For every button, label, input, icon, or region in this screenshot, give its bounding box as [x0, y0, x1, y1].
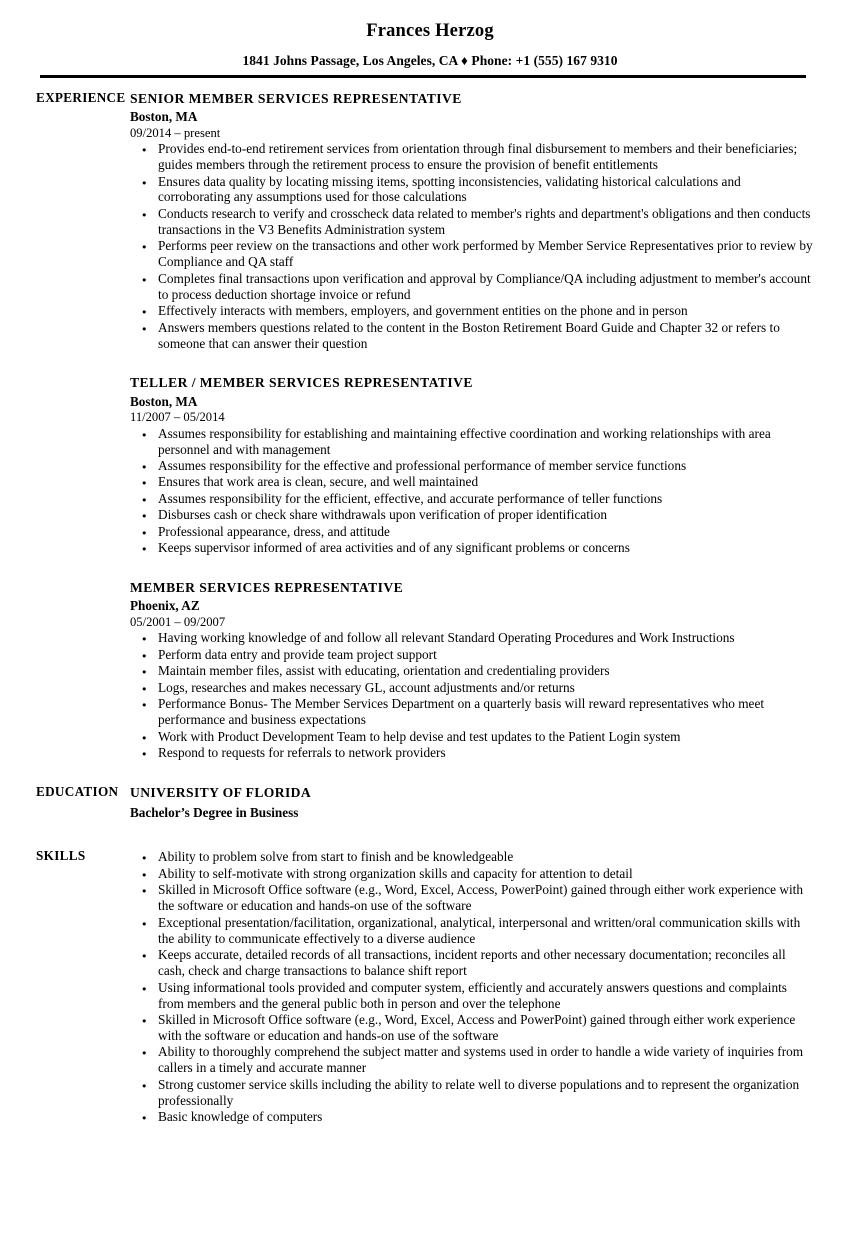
section-label-skills: SKILLS	[36, 847, 86, 863]
job-title: SENIOR MEMBER SERVICES REPRESENTATIVE	[130, 91, 462, 106]
skill-bullet: ● Exceptional presentation/facilitation, organizational, analytical, interpersonal and written/oral communication skills with the ability to communicate effectively to a diverse audience	[130, 915, 815, 947]
skill-bullet: ● Basic knowledge of computers	[130, 1109, 815, 1125]
job-location: Phoenix, AZ	[130, 598, 200, 614]
job-bullet: ● Effectively interacts with members, employers, and government entities on the phone and in person	[130, 303, 815, 319]
skill-bullet: ● Ability to thoroughly comprehend the subject matter and systems used in order to handle a wide variety of inquiries from callers in a timely and accurate manner	[130, 1044, 815, 1076]
education-section	[0, 785, 860, 821]
skills-section	[0, 849, 860, 1125]
job-bullet: ● Disburses cash or check share withdrawals upon verification of proper identification	[130, 507, 815, 523]
job-bullet: ● Logs, researches and makes necessary GL, account adjustments and/or returns	[130, 680, 815, 696]
job-dates: 05/2001 – 09/2007	[130, 615, 226, 630]
job-entry	[130, 580, 815, 761]
job-bullet: ● Provides end-to-end retirement services from orientation through final disbursement to members and their beneficiaries; guides members through the retirement process to ensure the provision of benefit entitlements	[130, 141, 815, 173]
job-bullet-list	[130, 141, 815, 351]
job-bullet: ● Conducts research to verify and crosscheck data related to member's rights and department's obligations and then conducts transactions in the V3 Benefits Administration system	[130, 206, 815, 238]
job-bullet: ● Ensures that work area is clean, secure, and well maintained	[130, 474, 815, 490]
skill-bullet: ● Skilled in Microsoft Office software (e.g., Word, Excel, Access and PowerPoint) gained through either work experience with the software or education and hands-on use of the software	[130, 1012, 815, 1044]
job-bullet: ● Keeps supervisor informed of area activities and of any significant problems or concerns	[130, 540, 815, 556]
skill-bullet: ● Ability to problem solve from start to finish and be knowledgeable	[130, 849, 815, 865]
skills-bullet-list	[130, 849, 815, 1125]
skills-body	[130, 849, 860, 1125]
job-bullet: ● Perform data entry and provide team project support	[130, 647, 815, 663]
job-bullet: ● Assumes responsibility for the effective and professional performance of member service functions	[130, 458, 815, 474]
education-degree: Bachelor’s Degree in Business	[130, 805, 299, 821]
job-bullet: ● Maintain member files, assist with educating, orientation and credentialing providers	[130, 663, 815, 679]
job-bullet: ● Assumes responsibility for the efficient, effective, and accurate performance of teller functions	[130, 491, 815, 507]
skill-bullet: ● Skilled in Microsoft Office software (e.g., Word, Excel, Access, PowerPoint) gained through either work experience with the software or education and hands-on use of the software	[130, 882, 815, 914]
job-bullet: ● Ensures data quality by locating missing items, spotting inconsistencies, validating historical calculations and corroborating any assumptions used for those calculations	[130, 174, 815, 206]
resume-header	[0, 0, 860, 67]
job-bullet: ● Performance Bonus- The Member Services Department on a quarterly basis will reward representatives who meet performance and business expectations	[130, 696, 815, 728]
job-bullet-list	[130, 426, 815, 557]
section-label-experience: EXPERIENCE	[36, 90, 126, 105]
education-body	[130, 785, 860, 821]
job-location: Boston, MA	[130, 393, 198, 409]
job-bullet: ● Having working knowledge of and follow all relevant Standard Operating Procedures and Work Instructions	[130, 630, 815, 646]
experience-section	[0, 91, 860, 761]
job-bullet: ● Completes final transactions upon verification and approval by Compliance/QA including adjustment to member's account to process deduction shortage invoice or refund	[130, 271, 815, 303]
job-bullet: ● Respond to requests for referrals to network providers	[130, 745, 815, 761]
education-school: UNIVERSITY OF FLORIDA	[130, 784, 312, 800]
skill-bullet: ● Ability to self-motivate with strong organization skills and capacity for attention to detail	[130, 866, 815, 882]
job-bullet: ● Answers members questions related to the content in the Boston Retirement Board Guide and Chapter 32 or refers to someone that can answer their question	[130, 320, 815, 352]
job-bullet: ● Performs peer review on the transactions and other work performed by Member Service Representatives prior to review by Compliance and QA staff	[130, 238, 815, 270]
job-bullet-list	[130, 630, 815, 761]
job-bullet: ● Assumes responsibility for establishing and maintaining effective coordination and working relationships with area personnel and with management	[130, 426, 815, 458]
job-title: MEMBER SERVICES REPRESENTATIVE	[130, 580, 404, 596]
job-entry	[130, 91, 815, 351]
job-dates: 11/2007 – 05/2014	[130, 410, 225, 425]
skill-bullet: ● Strong customer service skills including the ability to relate well to diverse populations and to represent the organization professionally	[130, 1077, 815, 1109]
job-entry	[130, 375, 815, 556]
experience-body	[130, 91, 860, 761]
job-dates: 09/2014 – present	[130, 126, 221, 140]
section-label-education: EDUCATION	[36, 783, 119, 799]
candidate-contact-line: 1841 Johns Passage, Los Angeles, CA ♦ Phone: +1 (555) 167 9310	[242, 52, 618, 68]
candidate-name: Frances Herzog	[366, 21, 494, 41]
job-bullet: ● Professional appearance, dress, and attitude	[130, 524, 815, 540]
job-bullet: ● Work with Product Development Team to help devise and test updates to the Patient Login system	[130, 729, 815, 745]
skill-bullet: ● Using informational tools provided and computer system, efficiently and accurately answers questions and complaints from members and the general public both in person and over the telephone	[130, 980, 815, 1012]
skill-bullet: ● Keeps accurate, detailed records of all transactions, incident reports and other necessary documentation; reconciles all cash, check and charge transactions to balance shift report	[130, 947, 815, 979]
job-title: TELLER / MEMBER SERVICES REPRESENTATIVE	[130, 375, 473, 391]
header-divider	[40, 75, 806, 78]
job-location: Boston, MA	[130, 109, 198, 125]
